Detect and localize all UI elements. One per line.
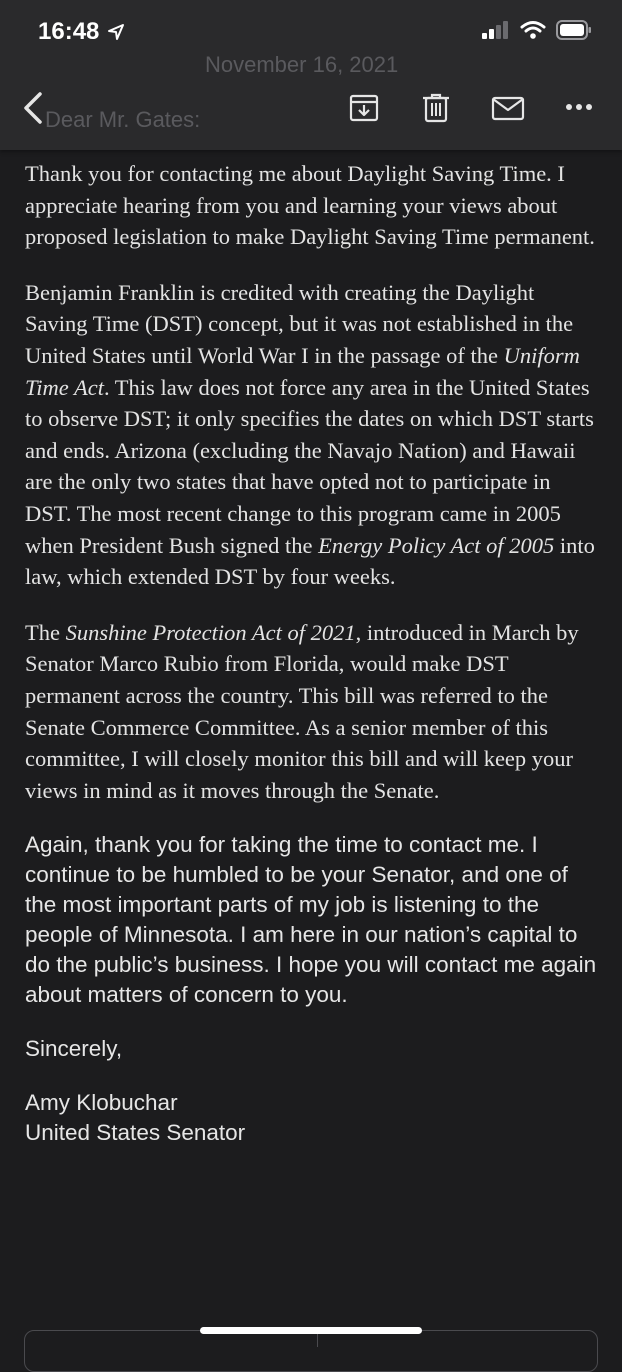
paragraph-history-text-a: Benjamin Franklin is credited with creating the Daylight Saving Time (DST) concept, but it was not established in the United States until World War I in the passage of the — [25, 279, 574, 368]
paragraph-sunshine — [25, 617, 600, 807]
ghost-salutation: Dear Mr. Gates: — [45, 107, 201, 132]
status-time — [38, 18, 125, 46]
trash-icon[interactable] — [420, 92, 452, 124]
battery-icon — [556, 20, 592, 40]
letter-body — [25, 158, 600, 1148]
location-arrow-icon — [107, 23, 125, 41]
uniform-time-act-title: Uniform Time Act — [25, 342, 580, 400]
closing-salutation: Sincerely, — [25, 1036, 123, 1062]
more-icon[interactable] — [564, 97, 594, 117]
energy-policy-act-title: Energy Policy Act of 2005 — [318, 532, 555, 558]
top-bar — [0, 0, 622, 150]
paragraph-history — [25, 277, 600, 593]
bottom-action-card[interactable] — [24, 1330, 598, 1372]
status-icons — [482, 20, 592, 40]
time-text: 16:48 — [38, 18, 100, 45]
cellular-signal-icon — [482, 21, 510, 39]
sunshine-act-title: Sunshine Protection Act of 2021 — [65, 619, 356, 645]
paragraph-sunshine-text-a: The — [25, 619, 66, 645]
signature-title: United States Senator — [25, 1120, 246, 1146]
paragraph-sunshine-text-b: , introduced in March by Senator Marco Rubio from Florida, would make DST permanent across the country. This bill was referred to the Senate Commerce Committee. As a senior member of this committee, I will closely monitor this bill and will keep your views in mind as it moves through the Senate. — [25, 619, 579, 803]
back-chevron-icon[interactable] — [18, 90, 54, 126]
paragraph-closing-remarks: Again, thank you for taking the time to contact me. I continue to be humbled to be your Senator, and one of the most important parts of my job is listening to the people of Minnesota. I am here in our nation’s capital to do the public’s business. I hope you will contact me again about matters of concern to you. — [25, 832, 597, 1008]
archive-icon[interactable] — [348, 92, 380, 124]
ghost-date: November 16, 2021 — [205, 52, 399, 77]
paragraph-history-text-b: . This law does not force any area in the United States to observe DST; it only specifies the dates on which DST starts and ends. Arizona (excluding the Navajo Nation) and Hawaii are the only two states that have opted not to participate in DST. The most recent change to this program came in 2005 when President Bush signed the — [25, 374, 594, 558]
home-indicator[interactable] — [200, 1327, 422, 1334]
paragraph-intro: Thank you for contacting me about Daylight Saving Time. I appreciate hearing from you and learning your views about proposed legislation to make Daylight Saving Time permanent. — [25, 161, 595, 250]
wifi-icon — [520, 20, 546, 40]
signature-name: Amy Klobuchar — [25, 1090, 178, 1116]
paragraph-history-text-c: into law, which extended DST by four weeks. — [25, 532, 595, 590]
bottom-card-divider — [317, 1334, 318, 1347]
mail-icon[interactable] — [491, 92, 525, 124]
